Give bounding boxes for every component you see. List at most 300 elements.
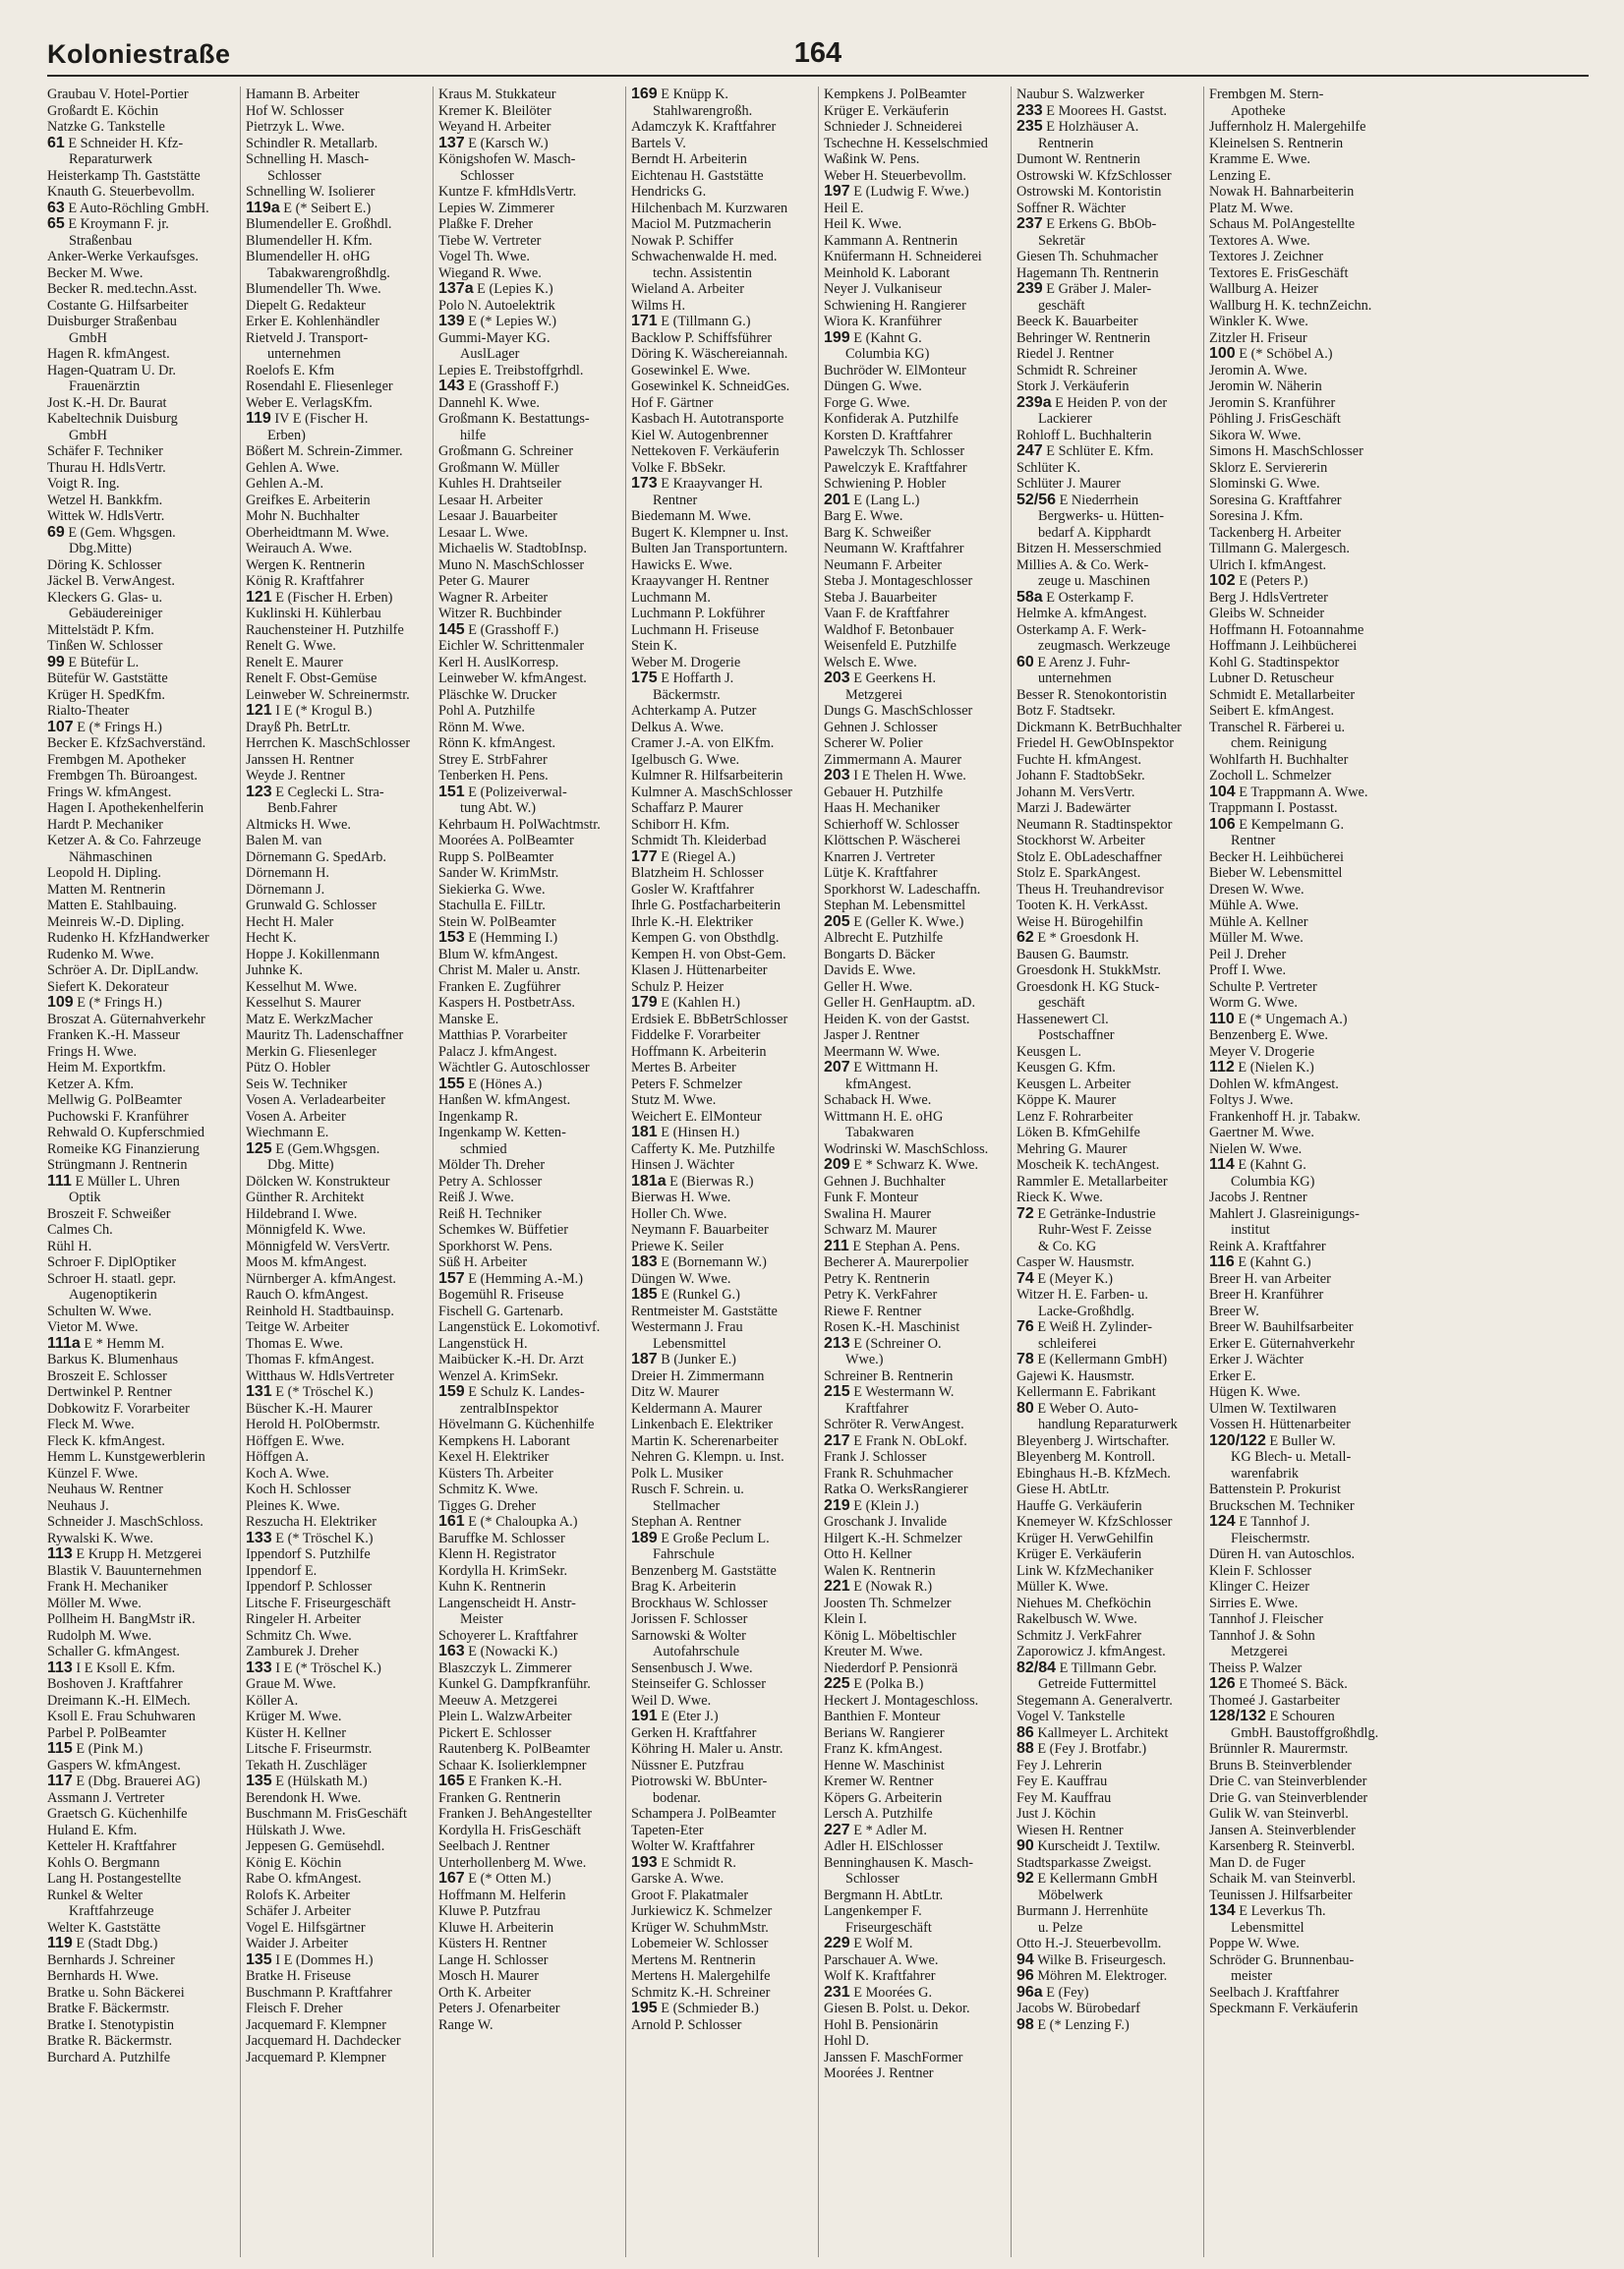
- resident-entry: Fiddelke F. Vorarbeiter: [631, 1027, 761, 1043]
- house-number: 86: [1016, 1724, 1034, 1741]
- resident-entry: Luchmann H. Friseuse: [631, 621, 759, 638]
- house-owner: E Tannhof J.: [1235, 1514, 1310, 1530]
- resident-entry: Kramme E. Wwe.: [1209, 151, 1310, 167]
- resident-entry: Joosten Th. Schmelzer: [824, 1595, 952, 1611]
- resident-entry: Neumann R. Stadtinspektor: [1016, 816, 1173, 833]
- entry-continuation: geschäft: [1038, 995, 1085, 1011]
- resident-entry: Heckert J. Montageschloss.: [824, 1692, 979, 1709]
- house-number: 219: [824, 1497, 850, 1514]
- resident-entry: Giese H. AbtLtr.: [1016, 1482, 1110, 1497]
- resident-entry: Otto H. Kellner: [824, 1546, 912, 1562]
- house-number-entry: [824, 330, 1008, 347]
- resident-entry: Nowak H. Bahnarbeiterin: [1209, 184, 1355, 200]
- resident-entry: Kordylla H. FrisGeschäft: [438, 1822, 581, 1838]
- resident-entry: Langenstück H.: [438, 1335, 528, 1352]
- house-number: 134: [1209, 1903, 1236, 1919]
- resident-entry: Rietveld J. Transport-: [246, 329, 369, 346]
- resident-entry: Kuhles H. Drahtseiler: [438, 476, 562, 492]
- resident-entry: Vossen H. Hüttenarbeiter: [1209, 1417, 1351, 1432]
- entry-continuation: u. Pelze: [1038, 1919, 1083, 1936]
- resident-entry: Seelbach J. Kraftfahrer: [1209, 1984, 1340, 2001]
- resident-entry: Mühle A. Wwe.: [1209, 898, 1300, 913]
- entry-continuation: geschäft: [1038, 297, 1085, 314]
- resident-entry: Petry K. VerkFahrer: [824, 1287, 938, 1303]
- resident-entry: Proff I. Wwe.: [1209, 962, 1287, 978]
- house-owner: E Bütefür L.: [64, 654, 140, 670]
- resident-entry: Schampera J. PolBeamter: [631, 1806, 777, 1822]
- resident-entry: Lersch A. Putzhilfe: [824, 1806, 933, 1822]
- resident-entry: Breer W. Bauhilfsarbeiter: [1209, 1319, 1354, 1335]
- resident-entry: Schäfer J. Arbeiter: [246, 1903, 351, 1919]
- resident-entry: Stephan A. Rentner: [631, 1514, 741, 1530]
- resident-entry: Kordylla H. KrimSekr.: [438, 1562, 568, 1579]
- resident-entry: Ringeler H. Arbeiter: [246, 1611, 362, 1627]
- resident-entry: Bößert M. Schrein-Zimmer.: [246, 443, 403, 459]
- house-owner: E (Runkel G.): [657, 1287, 740, 1303]
- resident-entry: Mehring G. Maurer: [1016, 1140, 1128, 1157]
- house-owner: E Schouren: [1265, 1709, 1335, 1724]
- resident-entry: Mosch H. Maurer: [438, 1968, 540, 1984]
- house-number-entry: [1016, 493, 1200, 509]
- resident-entry: Erdsiek E. BbBetrSchlosser: [631, 1011, 788, 1027]
- resident-entry: Mohr N. Buchhalter: [246, 508, 360, 524]
- resident-entry: Franken J. BehAngestellter: [438, 1806, 593, 1822]
- house-number-entry: [1016, 119, 1200, 136]
- resident-entry: Heil K. Wwe.: [824, 216, 902, 232]
- resident-entry: Geller H. GenHauptm. aD.: [824, 995, 976, 1011]
- entry-continuation: Friseurgeschäft: [845, 1919, 932, 1936]
- resident-entry: Klein F. Schlosser: [1209, 1562, 1312, 1579]
- house-number: 117: [47, 1774, 73, 1789]
- resident-entry: Behringer W. Rentnerin: [1016, 329, 1151, 346]
- entry-continuation: Gebäudereiniger: [69, 606, 163, 621]
- resident-entry: Hagen I. Apothekenhelferin: [47, 800, 204, 816]
- house-number-entry: [631, 1709, 815, 1725]
- resident-entry: Kremer W. Rentner: [824, 1774, 934, 1789]
- resident-entry: Reink A. Kraftfahrer: [1209, 1238, 1326, 1254]
- house-number-entry: [1016, 2017, 1200, 2034]
- resident-entry: Blaszczyk L. Zimmerer: [438, 1659, 572, 1676]
- resident-entry: Theus H. Treuhandrevisor: [1016, 881, 1164, 898]
- house-owner: E (Karsch W.): [464, 135, 549, 151]
- resident-entry: Hinsen J. Wächter: [631, 1157, 734, 1173]
- house-owner: E (Hönes A.): [464, 1076, 543, 1092]
- house-number: 62: [1016, 930, 1034, 946]
- resident-entry: Reiß J. Wwe.: [438, 1190, 514, 1205]
- resident-entry: Dickmann K. BetrBuchhalter: [1016, 719, 1182, 735]
- resident-entry: Bernhards H. Wwe.: [47, 1968, 159, 1984]
- house-owner: E Franken K.-H.: [464, 1774, 562, 1789]
- resident-entry: Schwachenwalde H. med.: [631, 249, 778, 264]
- house-number: 113: [47, 1546, 73, 1562]
- resident-entry: Vietor M. Wwe.: [47, 1319, 139, 1335]
- resident-entry: Köpers G. Arbeiterin: [824, 1789, 943, 1806]
- resident-entry: Meeuw A. Metzgerei: [438, 1692, 558, 1709]
- resident-entry: Dörnemann G. SpedArb.: [246, 848, 386, 865]
- house-owner: E (* Otten M.): [464, 1871, 551, 1887]
- house-owner: E Arenz J. Fuhr-: [1033, 654, 1131, 670]
- entry-continuation: Rentner: [1231, 833, 1276, 848]
- resident-entry: Gerken H. Kraftfahrer: [631, 1724, 757, 1741]
- resident-entry: Huland E. Kfm.: [47, 1822, 138, 1838]
- resident-entry: Buschmann P. Kraftfahrer: [246, 1984, 392, 2001]
- house-owner: E (Lang L.): [849, 492, 920, 508]
- house-owner: E Erkens G. BbOb-: [1042, 216, 1157, 232]
- resident-entry: Unterhollenberg M. Wwe.: [438, 1854, 587, 1871]
- house-owner: E Kroymann F. jr.: [64, 216, 169, 232]
- resident-entry: Teunissen J. Hilfsarbeiter: [1209, 1887, 1353, 1903]
- resident-entry: Waider J. Arbeiter: [246, 1936, 349, 1951]
- resident-entry: Küsters H. Rentner: [438, 1936, 547, 1951]
- resident-entry: Franken E. Zugführer: [438, 978, 561, 995]
- resident-entry: Bratke u. Sohn Bäckerei: [47, 1984, 185, 2001]
- resident-entry: Keusgen G. Kfm.: [1016, 1060, 1116, 1076]
- resident-entry: Lepies E. Treibstoffgrhdl.: [438, 362, 584, 378]
- house-number: 237: [1016, 216, 1043, 232]
- resident-entry: Slominski G. Wwe.: [1209, 476, 1320, 492]
- house-number: 114: [1209, 1157, 1235, 1173]
- house-number: 227: [824, 1822, 850, 1838]
- resident-entry: Weber H. Steuerbevollm.: [824, 167, 966, 184]
- resident-entry: Juhnke K.: [246, 962, 303, 978]
- house-owner: I E Ksoll E. Kfm.: [72, 1659, 176, 1676]
- entry-continuation: Sekretär: [1038, 232, 1085, 249]
- house-number: 96a: [1016, 1984, 1043, 2001]
- resident-entry: Becherer A. Maurerpolier: [824, 1254, 969, 1270]
- house-number: 111a: [47, 1335, 81, 1352]
- resident-entry: Ketteler H. Kraftfahrer: [47, 1838, 177, 1854]
- resident-entry: Schaik M. van Steinverbl.: [1209, 1871, 1356, 1887]
- resident-entry: Rabe O. kfmAngest.: [246, 1871, 362, 1887]
- resident-entry: Foltys J. Wwe.: [1209, 1092, 1294, 1108]
- resident-entry: Thomas F. kfmAngest.: [246, 1352, 375, 1367]
- resident-entry: Lenz F. Rohrarbeiter: [1016, 1108, 1133, 1125]
- resident-entry: Wenzel A. KrimSekr.: [438, 1367, 558, 1384]
- resident-entry: Düren H. van Autoschlos.: [1209, 1546, 1356, 1562]
- resident-entry: Lange H. Schlosser: [438, 1951, 549, 1968]
- resident-entry: Plein L. WalzwArbeiter: [438, 1709, 572, 1724]
- house-owner: E (Pink M.): [72, 1741, 144, 1757]
- resident-entry: Hagemann Th. Rentnerin: [1016, 264, 1159, 281]
- resident-entry: Neumann W. Kraftfahrer: [824, 541, 964, 556]
- resident-entry: Stutz M. Wwe.: [631, 1092, 717, 1108]
- resident-entry: Berians W. Rangierer: [824, 1724, 945, 1741]
- house-number: 137a: [438, 281, 474, 297]
- resident-entry: Keldermann A. Maurer: [631, 1400, 762, 1417]
- house-owner: E (Grasshoff F.): [464, 378, 559, 394]
- resident-entry: Weber E. VerlagsKfm.: [246, 394, 373, 411]
- resident-entry: Piotrowski W. BbUnter-: [631, 1774, 768, 1789]
- house-number-entry: [1209, 1903, 1393, 1920]
- house-number-entry: [47, 1660, 237, 1677]
- resident-entry: Hof W. Schlosser: [246, 102, 344, 119]
- house-number-entry: [246, 1952, 430, 1969]
- resident-entry: Puchowski F. Kranführer: [47, 1108, 189, 1125]
- house-number: 107: [47, 719, 74, 735]
- house-number-entry: [47, 995, 237, 1012]
- resident-entry: Thomas E. Wwe.: [246, 1335, 343, 1352]
- resident-entry: Stolz E. ObLadeschaffner: [1016, 848, 1162, 865]
- resident-entry: Fey M. Kauffrau: [1016, 1789, 1112, 1806]
- resident-entry: Neuhaus W. Rentner: [47, 1482, 163, 1497]
- house-number: 235: [1016, 119, 1043, 135]
- resident-entry: Drie C. van Steinverblender: [1209, 1774, 1367, 1789]
- resident-entry: Kulmner R. Hilfsarbeiterin: [631, 768, 783, 784]
- house-number-entry: [246, 1384, 430, 1401]
- entry-continuation: Lackierer: [1038, 411, 1092, 427]
- resident-entry: Sikora W. Wwe.: [1209, 427, 1302, 443]
- house-number-entry: [1209, 346, 1393, 363]
- house-number-entry: [1209, 1514, 1393, 1531]
- house-number-entry: [438, 1644, 622, 1660]
- resident-entry: Jeromin S. Kranführer: [1209, 394, 1336, 411]
- resident-entry: Barg E. Wwe.: [824, 508, 903, 524]
- resident-entry: Vogel V. Tankstelle: [1016, 1709, 1126, 1724]
- resident-entry: Gajewi K. Hausmstr.: [1016, 1367, 1134, 1384]
- resident-entry: Küsters Th. Arbeiter: [438, 1465, 553, 1482]
- house-number-entry: [1016, 1319, 1200, 1336]
- house-number: 163: [438, 1644, 465, 1659]
- resident-entry: Weichert E. ElMonteur: [631, 1108, 762, 1125]
- resident-entry: Wetzel H. Bankkfm.: [47, 492, 163, 508]
- resident-entry: Höffgen E. Wwe.: [246, 1432, 345, 1449]
- resident-entry: Becker M. Wwe.: [47, 264, 144, 281]
- resident-entry: Leopold H. Dipling.: [47, 865, 161, 881]
- resident-entry: Jurkiewicz K. Schmelzer: [631, 1903, 773, 1919]
- resident-entry: Gleibs W. Schneider: [1209, 606, 1325, 621]
- resident-entry: Müller M. Wwe.: [1209, 930, 1304, 946]
- resident-entry: Köhring H. Maler u. Anstr.: [631, 1741, 783, 1757]
- house-number: 175: [631, 670, 658, 686]
- entry-continuation: Schlosser: [460, 167, 514, 184]
- house-number: 161: [438, 1514, 465, 1530]
- resident-entry: Litsche F. Friseurmstr.: [246, 1741, 373, 1757]
- resident-entry: Romeike KG Finanzierung: [47, 1140, 200, 1157]
- resident-entry: Kempen G. von Obsthdlg.: [631, 930, 780, 946]
- house-owner: E Große Peclum L.: [657, 1530, 770, 1546]
- resident-entry: Strey E. StrbFahrer: [438, 751, 548, 768]
- resident-entry: Weber M. Drogerie: [631, 654, 741, 670]
- resident-entry: Giesen Th. Schuhmacher: [1016, 249, 1158, 264]
- resident-entry: Graubau V. Hotel-Portier: [47, 87, 189, 102]
- resident-entry: Schäfer F. Techniker: [47, 443, 163, 459]
- house-number-entry: [438, 1871, 622, 1888]
- resident-entry: Peter G. Maurer: [438, 573, 530, 589]
- resident-entry: Kuntze F. kfmHdlsVertr.: [438, 184, 577, 200]
- resident-entry: Köppe K. Maurer: [1016, 1092, 1117, 1108]
- resident-entry: Vaan F. de Kraftfahrer: [824, 606, 950, 621]
- resident-entry: Döring K. Wäschereiannah.: [631, 346, 788, 362]
- resident-entry: Pietrzyk L. Wwe.: [246, 119, 345, 135]
- house-owner: E Niederrhein: [1056, 492, 1139, 508]
- house-number-entry: [1209, 573, 1393, 590]
- resident-entry: Rautenberg K. PolBeamter: [438, 1741, 591, 1757]
- resident-entry: Fey J. Lehrerin: [1016, 1757, 1102, 1774]
- house-number-entry: [1016, 443, 1200, 460]
- resident-entry: Seis W. Techniker: [246, 1076, 348, 1092]
- resident-entry: Sporkhorst W. Ladeschaffn.: [824, 881, 981, 898]
- house-number-entry: [824, 1336, 1008, 1353]
- house-owner: I E (* Tröschel K.): [271, 1659, 381, 1676]
- house-number: 247: [1016, 443, 1043, 459]
- resident-entry: Mertens H. Malergehilfe: [631, 1968, 771, 1984]
- resident-entry: Parbel P. PolBeamter: [47, 1724, 167, 1741]
- resident-entry: Frings W. kfmAngest.: [47, 784, 172, 800]
- house-number-entry: [824, 1498, 1008, 1515]
- resident-entry: Rönn M. Wwe.: [438, 719, 525, 735]
- resident-entry: Reinhold H. Stadtbauinsp.: [246, 1303, 394, 1319]
- house-owner: E Gräber J. Maler-: [1042, 281, 1152, 297]
- resident-entry: Vogel E. Hilfsgärtner: [246, 1919, 366, 1936]
- house-number: 155: [438, 1076, 465, 1092]
- house-owner: E (Kellermann GmbH): [1033, 1352, 1168, 1367]
- resident-entry: Rosen K.-H. Maschinist: [824, 1319, 960, 1335]
- resident-entry: Davids E. Wwe.: [824, 962, 916, 978]
- resident-entry: Rialto-Theater: [47, 703, 130, 719]
- resident-entry: Schiborr H. Kfm.: [631, 816, 730, 833]
- house-number: 124: [1209, 1514, 1236, 1530]
- house-number-entry: [824, 1936, 1008, 1952]
- house-number-entry: [438, 1514, 622, 1531]
- house-number: 185: [631, 1287, 658, 1303]
- resident-entry: Schnelling H. Masch-: [246, 151, 370, 167]
- resident-entry: Hamann B. Arbeiter: [246, 87, 360, 102]
- resident-entry: Achterkamp A. Putzer: [631, 703, 757, 719]
- directory-columns: [47, 87, 1589, 2257]
- resident-entry: Schwiening P. Hobler: [824, 476, 947, 492]
- resident-entry: Tooten K. H. VerkAsst.: [1016, 898, 1148, 913]
- resident-entry: Gosewinkel K. SchneidGes.: [631, 378, 790, 394]
- resident-entry: Nüssner E. Putzfrau: [631, 1757, 744, 1774]
- house-owner: E (Stadt Dbg.): [72, 1936, 158, 1951]
- resident-entry: Plaßke F. Dreher: [438, 216, 534, 232]
- house-owner: E (* Ungemach A.): [1234, 1011, 1348, 1027]
- resident-entry: Mellwig G. PolBeamter: [47, 1092, 182, 1108]
- house-number: 159: [438, 1384, 465, 1400]
- resident-entry: Ihrle K.-H. Elektriker: [631, 913, 753, 930]
- house-number-entry: [47, 201, 237, 217]
- resident-entry: Thurau H. HdlsVertr.: [47, 459, 166, 476]
- resident-entry: Jansen A. Steinverblender: [1209, 1822, 1356, 1838]
- house-number-entry: [631, 87, 815, 103]
- house-owner: E Holzhäuser A.: [1042, 119, 1139, 135]
- house-owner: E Westermann W.: [849, 1384, 955, 1400]
- house-number-entry: [47, 1741, 237, 1758]
- house-number: 193: [631, 1854, 658, 1871]
- resident-entry: Rühl H.: [47, 1238, 92, 1254]
- resident-entry: Lenzing E.: [1209, 167, 1271, 184]
- house-number-entry: [824, 1239, 1008, 1255]
- house-number: 119: [47, 1936, 73, 1951]
- house-owner: E (* Frings H.): [73, 719, 162, 735]
- resident-entry: Fleck K. kfmAngest.: [47, 1432, 165, 1449]
- resident-entry: Textores J. Zeichner: [1209, 249, 1324, 264]
- resident-entry: Theiss P. Walzer: [1209, 1659, 1303, 1676]
- resident-entry: Sklorz E. Serviererin: [1209, 459, 1328, 476]
- resident-entry: Dresen W. Wwe.: [1209, 881, 1305, 898]
- resident-entry: Königshofen W. Masch-: [438, 151, 576, 167]
- house-number: 215: [824, 1384, 850, 1400]
- resident-entry: Mittelstädt P. Kfm.: [47, 621, 154, 638]
- house-number: 128/132: [1209, 1709, 1266, 1724]
- resident-entry: Tigges G. Dreher: [438, 1497, 537, 1514]
- resident-entry: Winkler K. Wwe.: [1209, 314, 1308, 329]
- house-number: 78: [1016, 1352, 1034, 1367]
- resident-entry: Schulten W. Wwe.: [47, 1303, 152, 1319]
- resident-entry: Jäckel B. VerwAngest.: [47, 573, 175, 589]
- entry-continuation: Augenoptikerin: [69, 1287, 157, 1303]
- resident-entry: Schlüter J. Maurer: [1016, 476, 1122, 492]
- resident-entry: Moscheik K. techAngest.: [1016, 1157, 1160, 1173]
- house-owner: E (Lepies K.): [473, 281, 553, 297]
- house-number: 119: [246, 411, 271, 427]
- resident-entry: Tillmann G. Malergesch.: [1209, 541, 1350, 556]
- resident-entry: Transchel R. Färberei u.: [1209, 719, 1346, 735]
- resident-entry: Wittek W. HdlsVertr.: [47, 508, 165, 524]
- house-owner: E (Kahnt G.): [1234, 1254, 1311, 1270]
- resident-entry: Kluwe P. Putzfrau: [438, 1903, 541, 1919]
- entry-continuation: Bäckermstr.: [653, 686, 721, 703]
- house-owner: E * Schwarz K. Wwe.: [849, 1157, 979, 1173]
- resident-entry: Müller K. Wwe.: [1016, 1579, 1109, 1595]
- house-owner: E Osterkamp F.: [1042, 589, 1134, 606]
- resident-entry: Frankenhoff H. jr. Tabakw.: [1209, 1108, 1361, 1125]
- resident-entry: Ingenkamp R.: [438, 1108, 518, 1125]
- resident-entry: Ulmen W. Textilwaren: [1209, 1400, 1337, 1417]
- resident-entry: Vosen A. Arbeiter: [246, 1108, 346, 1125]
- resident-entry: Lesaar L. Wwe.: [438, 524, 529, 541]
- resident-entry: Steba J. Bauarbeiter: [824, 589, 937, 606]
- house-number-entry: [1016, 1725, 1200, 1742]
- resident-entry: Dertwinkel P. Rentner: [47, 1384, 172, 1400]
- house-number: 74: [1016, 1270, 1034, 1287]
- resident-entry: Renelt E. Maurer: [246, 654, 343, 670]
- entry-continuation: chem. Reinigung: [1231, 735, 1327, 751]
- resident-entry: Kerl H. AuslKorresp.: [438, 654, 559, 670]
- resident-entry: Just J. Köchin: [1016, 1806, 1096, 1822]
- house-owner: E Hoffarth J.: [657, 670, 734, 686]
- resident-entry: Delkus A. Wwe.: [631, 719, 725, 735]
- house-owner: E (Tillmann G.): [657, 314, 751, 329]
- entry-continuation: bodenar.: [653, 1789, 701, 1806]
- house-owner: E (Fey J. Brotfabr.): [1033, 1741, 1147, 1757]
- resident-entry: Blumendeller E. Großhdl.: [246, 216, 392, 232]
- resident-entry: Lesaar H. Arbeiter: [438, 492, 543, 508]
- resident-entry: Anker-Werke Verkaufsges.: [47, 249, 199, 264]
- resident-entry: Rehwald O. Kupferschmied: [47, 1125, 205, 1140]
- house-number-entry: [246, 201, 430, 217]
- entry-continuation: Columbia KG): [845, 346, 930, 362]
- resident-entry: Ostrowski M. Kontoristin: [1016, 184, 1162, 200]
- house-owner: E (* Lenzing F.): [1033, 2016, 1130, 2033]
- resident-entry: Ostrowski W. KfzSchlosser: [1016, 167, 1172, 184]
- house-owner: B (Junker E.): [657, 1352, 736, 1367]
- house-owner: E Weber O. Auto-: [1033, 1400, 1138, 1417]
- resident-entry: Höffgen A.: [246, 1449, 310, 1465]
- resident-entry: Millies A. & Co. Werk-: [1016, 556, 1149, 573]
- house-number: 167: [438, 1871, 465, 1887]
- resident-entry: Bernhards J. Schreiner: [47, 1951, 175, 1968]
- resident-entry: Balen M. van: [246, 833, 322, 848]
- resident-entry: Runkel & Welter: [47, 1887, 144, 1903]
- resident-entry: Schlüter K.: [1016, 459, 1081, 476]
- house-number-entry: [47, 1174, 237, 1191]
- resident-entry: Witzer H. E. Farben- u.: [1016, 1287, 1149, 1303]
- house-owner: E Frank N. ObLokf.: [849, 1432, 967, 1449]
- resident-entry: Barg K. Schweißer: [824, 524, 931, 541]
- house-number: 115: [47, 1741, 73, 1757]
- house-number: 63: [47, 200, 65, 216]
